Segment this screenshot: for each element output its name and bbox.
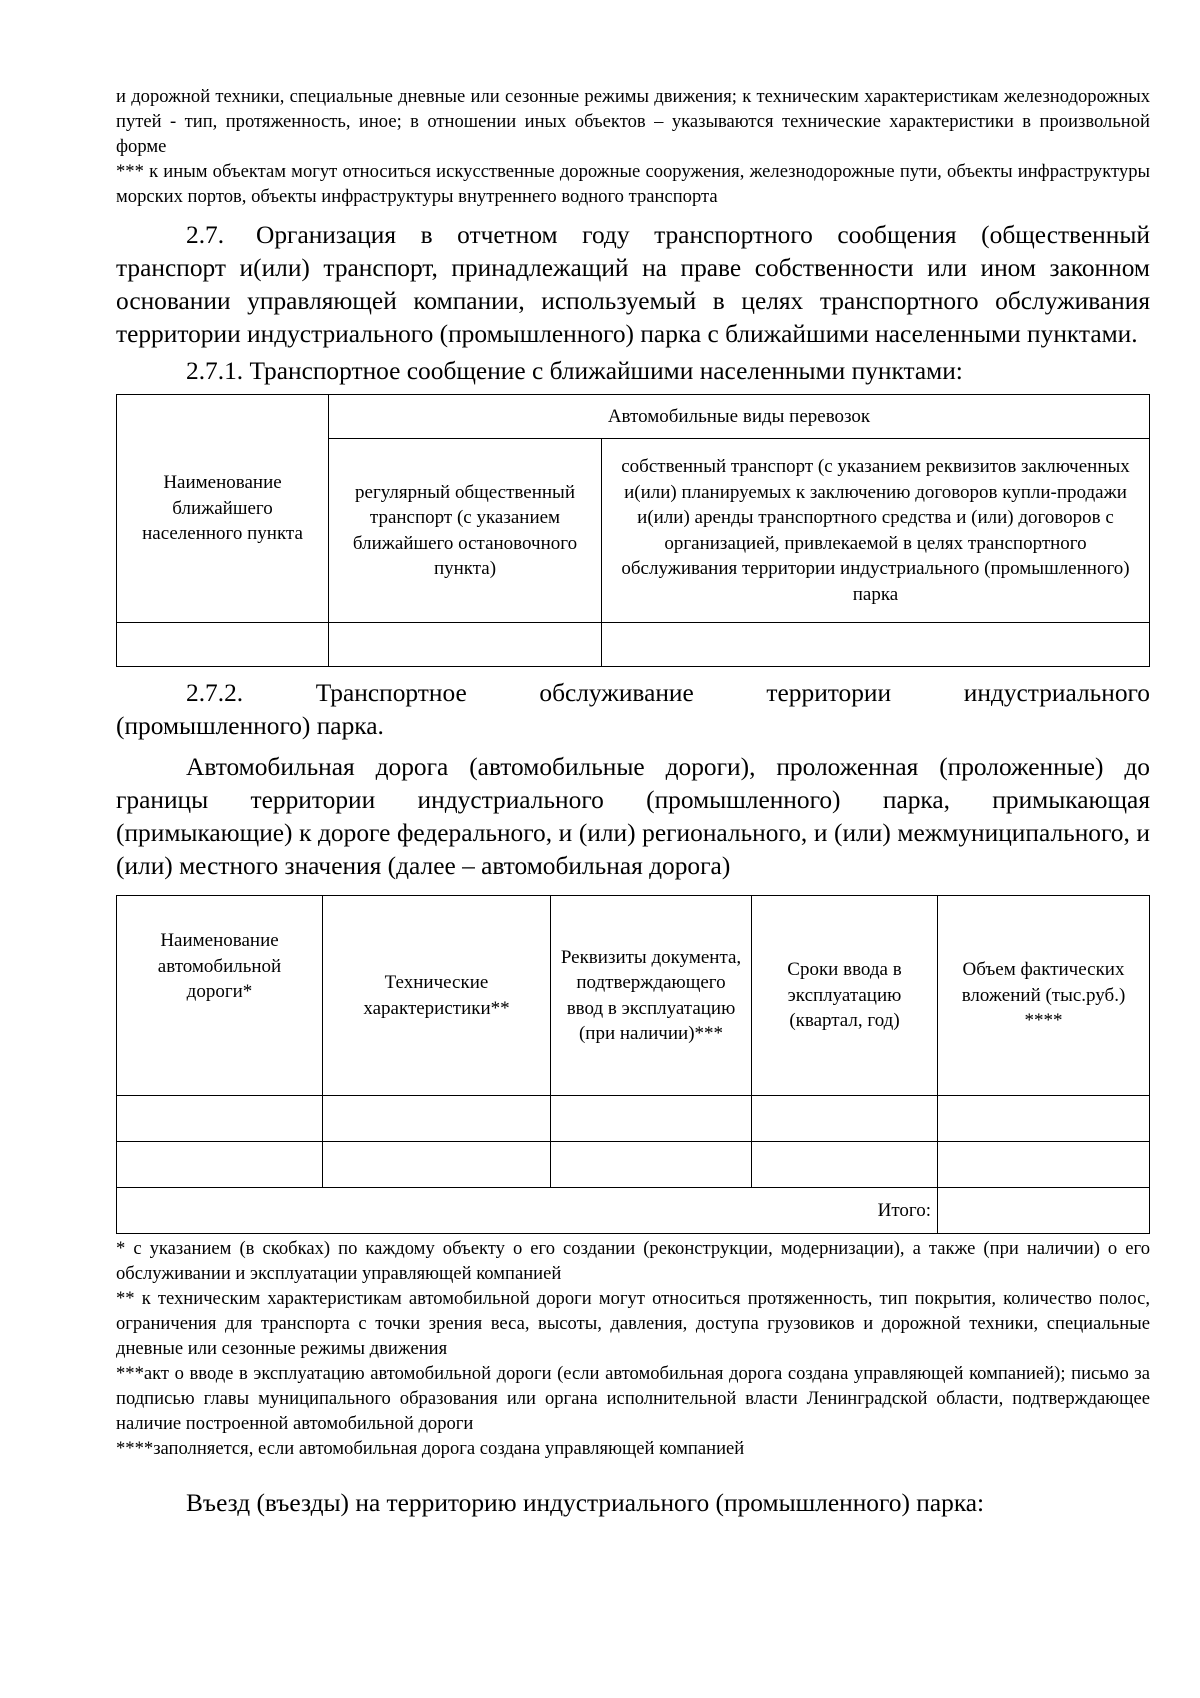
footnote-4: ****заполняется, если автомобильная дорога создана управляющей компанией <box>116 1438 745 1459</box>
road-paragraph: Автомобильная дорога (автомобильные дороги), проложенная (проложенные) до границы территории индустриального (промышленного) парка, примыкающая (примыкающие) к дороге федерального, и (или) регионального, и (или) межмуниципального, и (или) местного значения (далее – автомобильная дорога) <box>116 753 1150 880</box>
table-cell <box>117 1096 323 1142</box>
table-cell <box>323 1096 551 1142</box>
entry-heading: Въезд (въезды) на территорию индустриального (промышленного) парка: <box>186 1489 985 1517</box>
table-cell <box>938 1096 1150 1142</box>
transport-links-table <box>116 394 1150 667</box>
header-road-name: Наименование автомобильной дороги* <box>117 896 323 1096</box>
table-cell <box>117 623 329 667</box>
footnote-2: ** к техническим характеристикам автомобильной дороги могут относиться протяженность, тип покрытия, количество полос, ограничения для транспорта с точки зрения веса, высоты, давления, доступа грузовиков и дорожной техники, специальные дневные или сезонные режимы движения <box>116 1288 1150 1359</box>
table-cell <box>329 623 602 667</box>
table-cell <box>323 1142 551 1188</box>
section-number: 2.7. <box>186 221 225 249</box>
header-road-transport-group: Автомобильные виды перевозок <box>329 395 1150 439</box>
section-2-7-2-heading-line1: 2.7.2. Транспортное обслуживание территории индустриального <box>186 679 1150 707</box>
header-commissioning-terms: Сроки ввода в эксплуатацию (квартал, год) <box>752 896 938 1096</box>
header-own-transport: собственный транспорт (с указанием реквизитов заключенных и(или) планируемых к заключению договоров купли-продажи и(или) аренды транспортного средства и (или) договоров с организацией, привлекаемой в целях транспортного обслуживания территории индустриального (промышленного) парка <box>602 439 1150 623</box>
table-cell <box>551 1142 752 1188</box>
roads-table <box>116 895 1150 1234</box>
section-text: Организация в отчетном году транспортного сообщения (общественный транспорт и(или) транспорт, принадлежащий на праве собственности или ином законном основании управляющей компании, используемый в целях транспортного обслуживания территории индустриального (промышленного) парка с ближайшими населенными пунктами. <box>116 221 1150 348</box>
section-2-7-2-heading-line2: (промышленного) парка. <box>116 712 384 740</box>
total-label: Итого: <box>117 1188 938 1234</box>
header-commissioning-document: Реквизиты документа, подтверждающего ввод в эксплуатацию (при наличии)*** <box>551 896 752 1096</box>
footnote-three-stars: *** к иным объектам могут относиться искусственные дорожные сооружения, железнодорожные пути, объекты инфраструктуры морских портов, объекты инфраструктуры внутреннего водного транспорта <box>116 161 1150 207</box>
table-cell <box>938 1142 1150 1188</box>
table-cell <box>752 1096 938 1142</box>
header-investment-volume: Объем фактических вложений (тыс.руб.) **** <box>938 896 1150 1096</box>
header-public-transport: регулярный общественный транспорт (с указанием ближайшего остановочного пункта) <box>329 439 602 623</box>
footnote-continued: и дорожной техники, специальные дневные или сезонные режимы движения; к техническим характеристикам железнодорожных путей - тип, протяженность, иное; в отношении иных объектов – указываются технические характеристики в произвольной форме <box>116 86 1150 157</box>
footnote-1: * с указанием (в скобках) по каждому объекту о его создании (реконструкции, модернизации), а также (при наличии) о его обслуживании и эксплуатации управляющей компанией <box>116 1238 1150 1284</box>
table-cell <box>551 1096 752 1142</box>
header-technical-characteristics: Технические характеристики** <box>323 896 551 1096</box>
header-settlement-name: Наименование ближайшего населенного пункта <box>117 395 329 623</box>
section-2-7-1-heading: 2.7.1. Транспортное сообщение с ближайшими населенными пунктами: <box>186 357 963 385</box>
table-cell <box>602 623 1150 667</box>
table-cell <box>752 1142 938 1188</box>
footnote-3: ***акт о вводе в эксплуатацию автомобильной дороги (если автомобильная дорога создана управляющей компанией); письмо за подписью главы муниципального образования или органа исполнительной власти Ленинградской области, подтверждающее наличие построенной автомобильной дороги <box>116 1363 1150 1434</box>
table-cell <box>117 1142 323 1188</box>
section-2-7-paragraph <box>116 219 1150 351</box>
document-page <box>116 84 1150 1520</box>
total-value-cell <box>938 1188 1150 1234</box>
